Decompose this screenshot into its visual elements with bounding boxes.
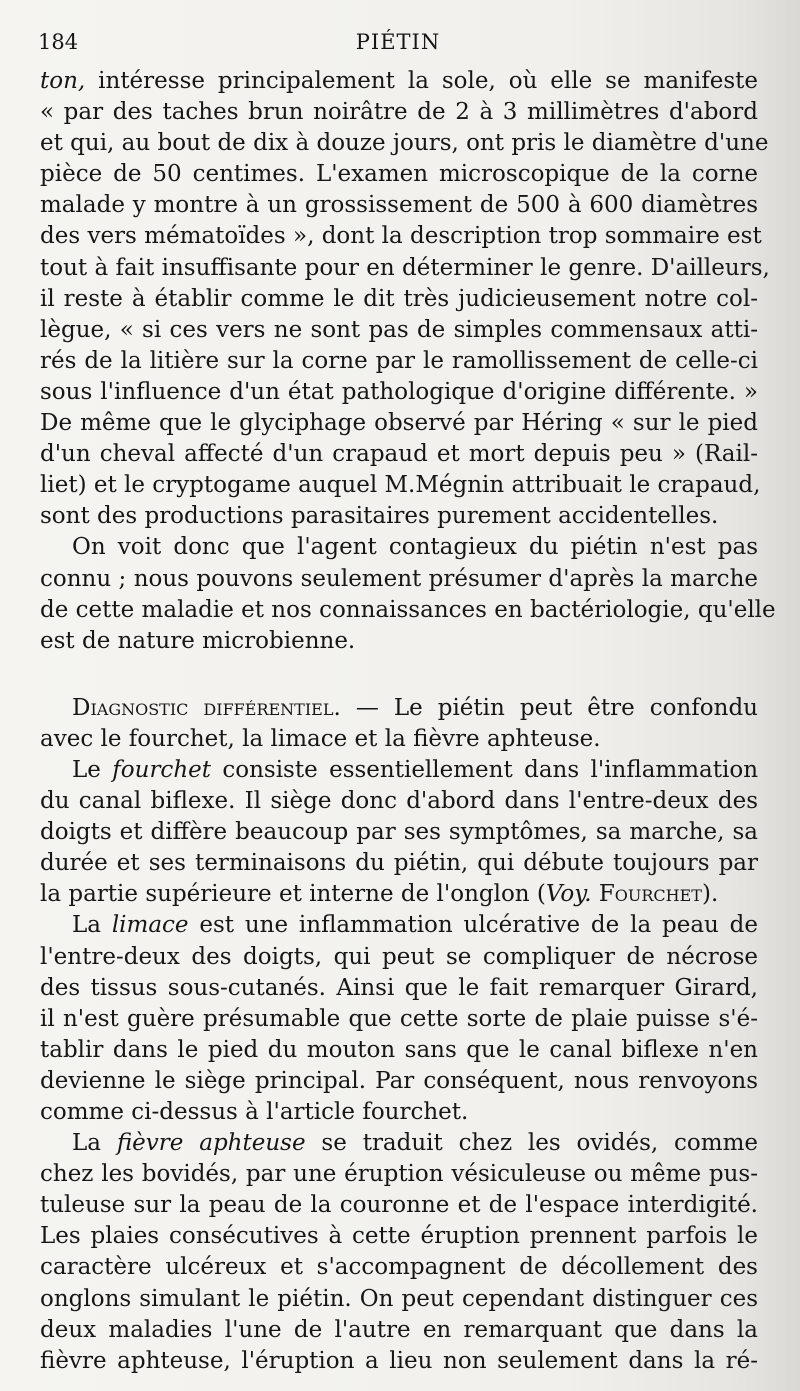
text-line: devienne le siège principal. Par conséquent, nous renvoyons	[40, 1067, 758, 1094]
text-line: Les plaies consécutives à cette éruption prennent parfois le	[40, 1223, 758, 1250]
text-line: rés de la litière sur la corne par le ramollissement de celle-ci	[40, 347, 758, 374]
text-line: sont des productions parasitaires purement accidentelles.	[40, 503, 719, 530]
cross-reference: Fourchet	[591, 881, 702, 908]
text-line: connu ; nous pouvons seulement présumer d'après la marche	[40, 565, 758, 592]
text-line: il reste à établir comme le dit très judicieusement notre col-	[40, 285, 758, 312]
text-line: de cette maladie et nos connaissances en bactériologie, qu'elle	[40, 596, 776, 623]
text-line: tablir dans le pied du mouton sans que le canal biflexe n'en	[40, 1036, 758, 1063]
text-line: tuleuse sur la peau de la couronne et de l'espace interdigité.	[40, 1192, 758, 1219]
text-line: est de nature microbienne.	[40, 627, 356, 654]
section-heading-line: Diagnostic différentiel. — Le piétin peut être confondu	[72, 694, 758, 721]
text-line: lègue, « si ces vers ne sont pas de simples commensaux atti-	[40, 316, 758, 343]
text-line: malade y montre à un grossissement de 500 à 600 diamètres	[40, 192, 758, 219]
text-line: chez les bovidés, par une éruption vésiculeuse ou même pus-	[40, 1161, 758, 1188]
text-line: durée et ses terminaisons du piétin, qui débute toujours par	[40, 850, 758, 877]
text-line: la partie supérieure et interne de l'onglon (Voy. Fourchet).	[40, 881, 719, 908]
italic-term: fourchet	[112, 756, 211, 783]
text-line: des vers mématoïdes », dont la description trop sommaire est	[40, 223, 762, 250]
text-line: « par des taches brun noirâtre de 2 à 3 millimètres d'abord	[40, 99, 758, 126]
text-line: sous l'influence d'un état pathologique d'origine différente. »	[40, 378, 758, 405]
text-line: comme ci-dessus à l'article fourchet.	[40, 1099, 469, 1125]
italic-term: fièvre aphteuse	[116, 1130, 306, 1157]
text-line: il n'est guère présumable que cette sorte de plaie puisse s'é-	[40, 1005, 758, 1032]
text-line: De même que le glyciphage observé par Héring « sur le pied	[40, 410, 758, 437]
text-line: l'entre-deux des doigts, qui peut se compliquer de nécrose	[40, 943, 758, 970]
text-line: Le fourchet consiste essentiellement dans l'inflammation	[72, 756, 759, 783]
page-number: 184	[38, 30, 79, 54]
text-line: tout à fait insuffisante pour en déterminer le genre. D'ailleurs,	[40, 254, 770, 281]
text-line: La limace est une inflammation ulcérative de la peau de	[72, 912, 758, 939]
text-line: On voit donc que l'agent contagieux du piétin n'est pas	[72, 534, 758, 561]
text-line: onglons simulant le piétin. On peut cependant distinguer ces	[40, 1285, 758, 1312]
page-header	[38, 30, 758, 62]
body-text	[40, 66, 776, 1377]
section-gap	[40, 657, 758, 693]
text-line: des tissus sous-cutanés. Ainsi que le fait remarquer Girard,	[40, 974, 758, 1001]
text-line: doigts et diffère beaucoup par ses symptômes, sa marche, sa	[40, 819, 758, 846]
text-line: et qui, au bout de dix à douze jours, ont pris le diamètre d'une	[40, 130, 769, 157]
running-title: PIÉTIN	[355, 30, 441, 54]
text-line: ton, intéresse principalement la sole, où elle se manifeste	[40, 68, 758, 94]
italic-word: ton,	[40, 68, 86, 94]
text-line: du canal biflexe. Il siège donc d'abord dans l'entre-deux des	[40, 788, 758, 815]
section-heading: Diagnostic différentiel.	[72, 694, 341, 721]
text-line: deux maladies l'une de l'autre en remarquant que dans la	[40, 1316, 758, 1343]
text-line: caractère ulcéreux et s'accompagnent de décollement des	[40, 1254, 758, 1281]
text-line: La fièvre aphteuse se traduit chez les ovidés, comme	[72, 1130, 758, 1157]
text-line: fièvre aphteuse, l'éruption a lieu non seulement dans la ré-	[40, 1347, 758, 1374]
italic-term: limace	[111, 912, 189, 939]
text-line: liet) et le cryptogame auquel M.Mégnin attribuait le crapaud,	[40, 472, 761, 499]
text-line: pièce de 50 centimes. L'examen microscopique de la corne	[40, 161, 758, 188]
text-line: d'un cheval affecté d'un crapaud et mort depuis peu » (Rail-	[40, 441, 758, 468]
text-line: avec le fourchet, la limace et la fièvre aphteuse.	[40, 725, 601, 752]
